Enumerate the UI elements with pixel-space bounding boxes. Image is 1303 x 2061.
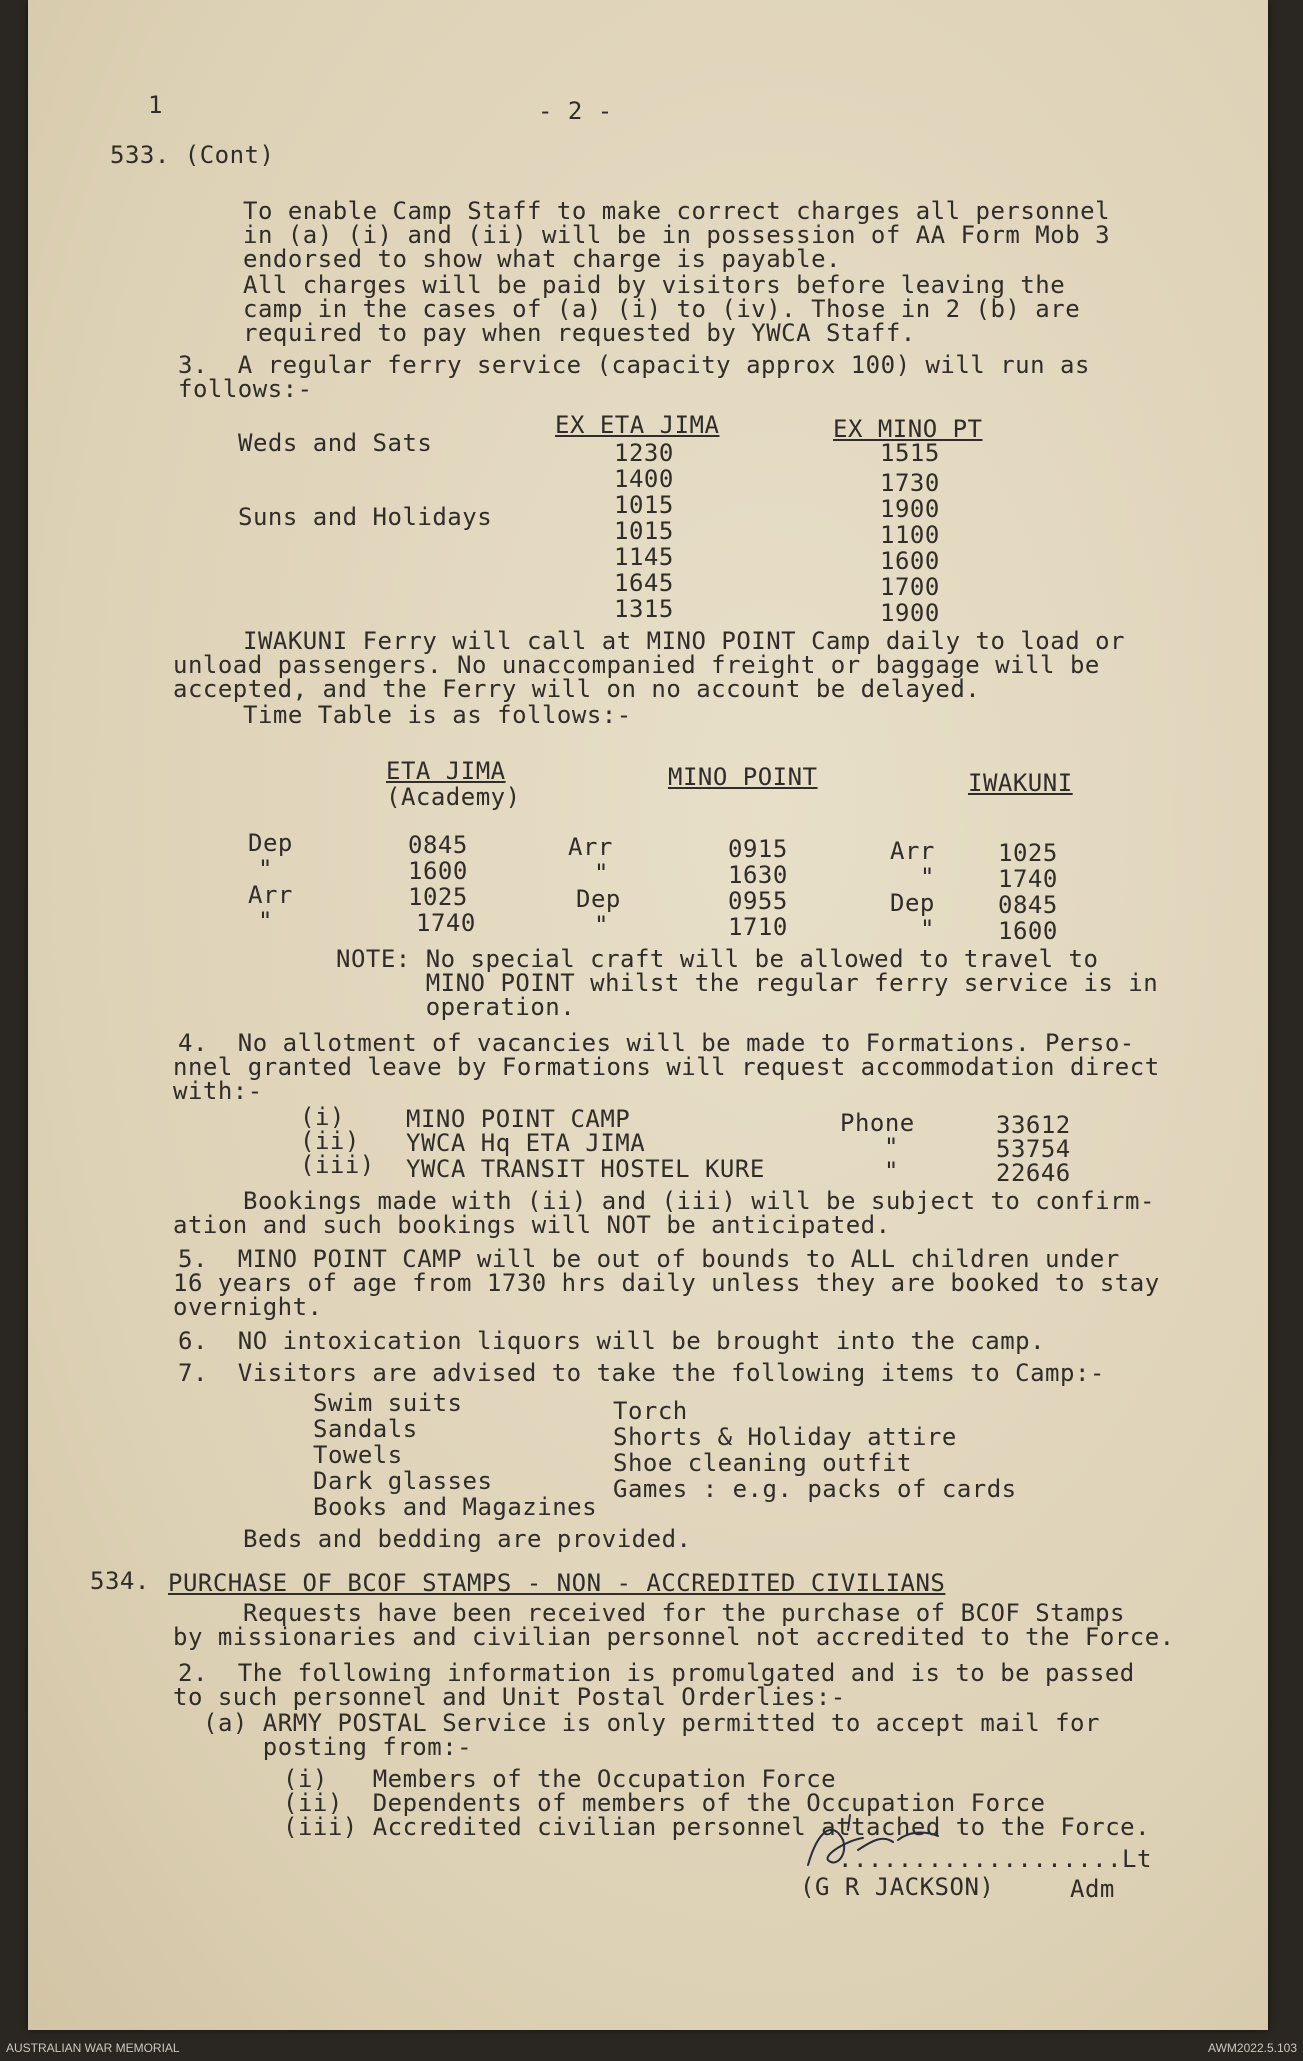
signatory-name: (G R JACKSON) — [800, 1873, 995, 1901]
ferry-col1-time: 1230 — [614, 439, 674, 467]
ferry-col1-time: 1015 — [614, 491, 674, 519]
text-line: required to pay when requested by YWCA Staff. — [243, 319, 916, 347]
corner-mark: 1 — [148, 91, 163, 119]
text-line: Time Table is as follows:- — [243, 701, 632, 729]
text-line: to such personnel and Unit Postal Orderlies:- — [173, 1683, 846, 1711]
text-line: follows:- — [178, 375, 313, 403]
contact-phone: 53754 — [996, 1135, 1071, 1163]
text-line: 4. No allotment of vacancies will be made to Formations. Perso- — [178, 1029, 1135, 1057]
text-line: unload passengers. No unaccompanied freight or baggage will be — [173, 651, 1100, 679]
timetable-cell: 0845 — [998, 891, 1058, 919]
ferry-col2-time: 1600 — [880, 547, 940, 575]
timetable-cell: Arr — [248, 881, 293, 909]
list-item: (iii) Accredited civilian personnel attached to the Force. — [283, 1813, 1151, 1841]
text-line: operation. — [336, 993, 576, 1021]
signature-dots: ...................Lt — [838, 1845, 1152, 1873]
contact-phone-label: Phone — [840, 1109, 915, 1137]
list-item: Dark glasses — [313, 1467, 493, 1495]
section-533-heading: 533. (Cont) — [110, 141, 275, 169]
ferry-col1-time: 1145 — [614, 543, 674, 571]
timetable-cell: 1600 — [998, 917, 1058, 945]
section-534-number: 534. — [90, 1567, 150, 1595]
timetable-cell: 1630 — [728, 861, 788, 889]
ferry-col1-time: 1015 — [614, 517, 674, 545]
text-line: Requests have been received for the purchase of BCOF Stamps — [243, 1599, 1126, 1627]
ferry-col1-time: 1400 — [614, 465, 674, 493]
text-line: by missionaries and civilian personnel not accredited to the Force. — [173, 1623, 1175, 1651]
text-line: endorsed to show what charge is payable. — [243, 245, 841, 273]
list-item: Shorts & Holiday attire — [613, 1423, 957, 1451]
text-line: 3. A regular ferry service (capacity approx 100) will run as — [178, 351, 1090, 379]
text-line: (a) ARMY POSTAL Service is only permitted to accept mail for — [203, 1709, 1100, 1737]
text-line: To enable Camp Staff to make correct charges all personnel — [243, 197, 1111, 225]
list-item: (ii) Dependents of members of the Occupation Force — [283, 1789, 1046, 1817]
list-item: Books and Magazines — [313, 1493, 598, 1521]
list-item: Swim suits — [313, 1389, 463, 1417]
timetable-header-mino-point: MINO POINT — [668, 763, 818, 791]
timetable-cell: " — [258, 907, 273, 935]
ferry-row-label-suns-holidays: Suns and Holidays — [238, 503, 493, 531]
timetable-header-academy: (Academy) — [386, 783, 521, 811]
timetable-cell: 1600 — [408, 857, 468, 885]
text-line: IWAKUNI Ferry will call at MINO POINT Camp daily to load or — [243, 627, 1126, 655]
timetable-cell: Dep — [248, 829, 293, 857]
text-line: NOTE: No special craft will be allowed to travel to — [336, 945, 1099, 973]
ferry-row-label-weds-sats: Weds and Sats — [238, 429, 433, 457]
timetable-cell: " — [920, 915, 935, 943]
text-line: Bookings made with (ii) and (iii) will be subject to confirm- — [243, 1187, 1155, 1215]
contact-number: (i) — [300, 1103, 345, 1131]
ferry-col1-header: EX ETA JIMA — [555, 411, 720, 439]
timetable-cell: Arr — [890, 837, 935, 865]
timetable-cell: Arr — [568, 833, 613, 861]
ferry-col2-time: 1700 — [880, 573, 940, 601]
list-item: Sandals — [313, 1415, 418, 1443]
timetable-cell: 1740 — [998, 865, 1058, 893]
list-item: Shoe cleaning outfit — [613, 1449, 912, 1477]
timetable-cell: " — [594, 859, 609, 887]
list-item: (i) Members of the Occupation Force — [283, 1765, 837, 1793]
section-534-heading: PURCHASE OF BCOF STAMPS - NON - ACCREDITED CIVILIANS — [168, 1569, 946, 1597]
timetable-cell: Dep — [576, 885, 621, 913]
contact-phone-label: " — [884, 1157, 899, 1185]
text-line: in (a) (i) and (ii) will be in possession of AA Form Mob 3 — [243, 221, 1111, 249]
beds-note: Beds and bedding are provided. — [243, 1525, 692, 1553]
document-page — [28, 0, 1268, 2030]
timetable-cell: 1025 — [998, 839, 1058, 867]
ferry-col1-time: 1645 — [614, 569, 674, 597]
contact-phone: 33612 — [996, 1111, 1071, 1139]
contact-name: MINO POINT CAMP — [406, 1105, 631, 1133]
contact-phone: 22646 — [996, 1159, 1071, 1187]
timetable-cell: " — [594, 911, 609, 939]
text-line: posting from:- — [203, 1733, 473, 1761]
ferry-col2-header: EX MINO PT — [833, 415, 983, 443]
text-line: with:- — [173, 1077, 263, 1105]
ferry-col2-time: 1900 — [880, 599, 940, 627]
footer-archive-name: AUSTRALIAN WAR MEMORIAL — [6, 2041, 180, 2055]
list-item: Towels — [313, 1441, 403, 1469]
timetable-header-iwakuni: IWAKUNI — [968, 769, 1073, 797]
list-item: Torch — [613, 1397, 688, 1425]
ferry-col2-time: 1100 — [880, 521, 940, 549]
ferry-col1-time: 1315 — [614, 595, 674, 623]
text-line: All charges will be paid by visitors before leaving the — [243, 271, 1066, 299]
timetable-cell: 0955 — [728, 887, 788, 915]
timetable-cell: 1740 — [416, 909, 476, 937]
section-533-paragraph-6: 6. NO intoxication liquors will be brought into the camp. — [178, 1327, 1046, 1355]
text-line: 16 years of age from 1730 hrs daily unless they are booked to stay — [173, 1269, 1160, 1297]
contact-number: (iii) — [300, 1151, 375, 1179]
timetable-cell: 0915 — [728, 835, 788, 863]
text-line: MINO POINT whilst the regular ferry service is in — [336, 969, 1159, 997]
text-line: accepted, and the Ferry will on no account be delayed. — [173, 675, 981, 703]
text-line: 5. MINO POINT CAMP will be out of bounds to ALL children under — [178, 1245, 1120, 1273]
text-line: nnel granted leave by Formations will request accommodation direct — [173, 1053, 1160, 1081]
timetable-cell: " — [920, 863, 935, 891]
list-item: Games : e.g. packs of cards — [613, 1475, 1017, 1503]
contact-name: YWCA Hq ETA JIMA — [406, 1129, 646, 1157]
ferry-col2-time: 1730 — [880, 469, 940, 497]
timetable-cell: 0845 — [408, 831, 468, 859]
ferry-col2-time: 1900 — [880, 495, 940, 523]
contact-number: (ii) — [300, 1127, 360, 1155]
page-number: - 2 - — [538, 97, 613, 125]
footer-reference: AWM2022.5.103 — [1208, 2041, 1297, 2055]
timetable-header-eta-jima: ETA JIMA — [386, 757, 506, 785]
text-line: 2. The following information is promulgated and is to be passed — [178, 1659, 1135, 1687]
text-line: camp in the cases of (a) (i) to (iv). Those in 2 (b) are — [243, 295, 1081, 323]
signatory-title: Adm — [1070, 1875, 1115, 1903]
ferry-col2-time: 1515 — [880, 439, 940, 467]
text-line: ation and such bookings will NOT be anticipated. — [173, 1211, 891, 1239]
timetable-cell: " — [258, 855, 273, 883]
timetable-cell: Dep — [890, 889, 935, 917]
contact-phone-label: " — [884, 1133, 899, 1161]
timetable-cell: 1025 — [408, 883, 468, 911]
text-line: overnight. — [173, 1293, 323, 1321]
section-533-paragraph-7: 7. Visitors are advised to take the following items to Camp:- — [178, 1359, 1105, 1387]
contact-name: YWCA TRANSIT HOSTEL KURE — [406, 1155, 765, 1183]
timetable-cell: 1710 — [728, 913, 788, 941]
